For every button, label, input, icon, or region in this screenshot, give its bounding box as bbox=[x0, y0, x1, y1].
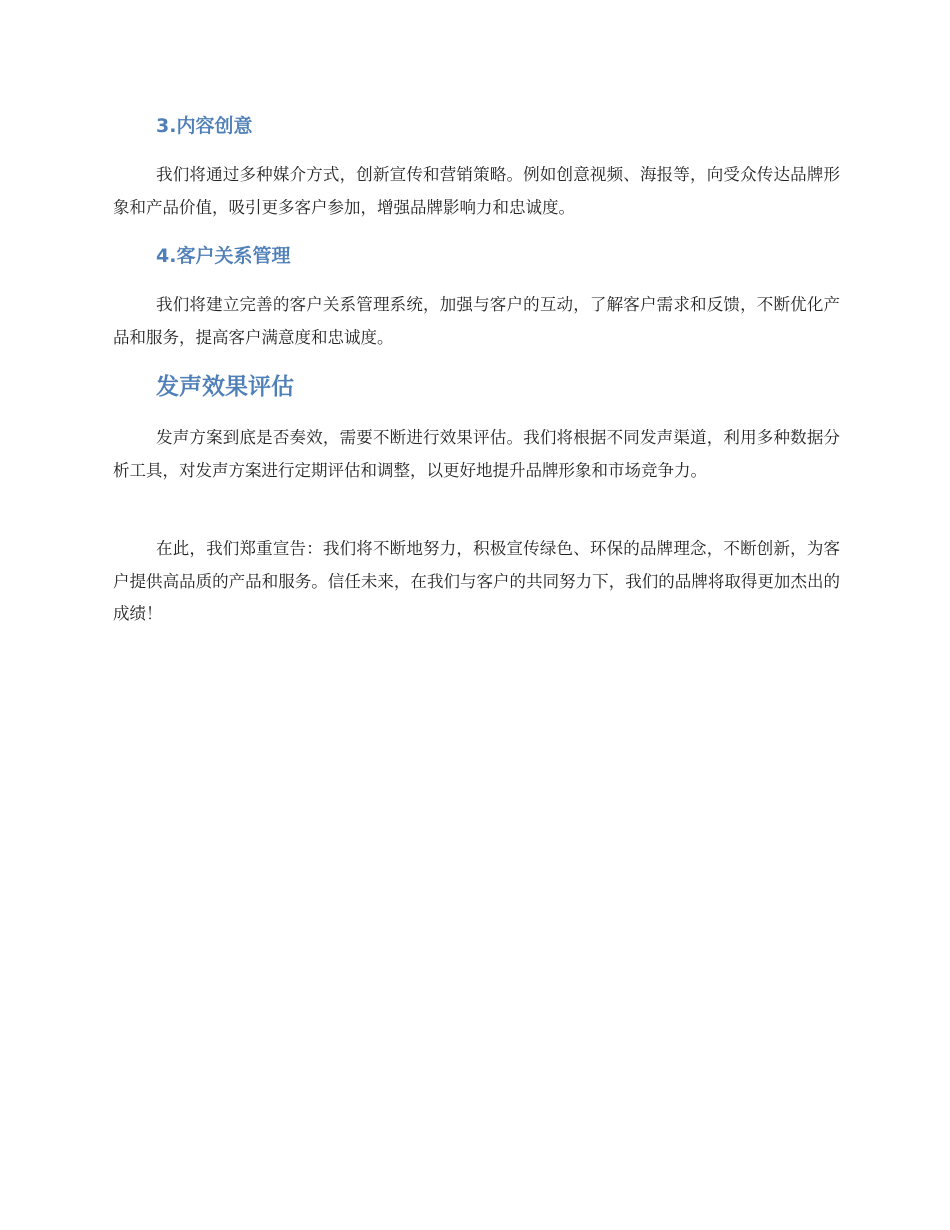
section-heading-content-creativity: 3.内容创意 bbox=[156, 115, 253, 137]
paragraph-evaluation-2: 在此，我们郑重宣告：我们将不断地努力，积极宣传绿色、环保的品牌理念，不断创新，为客户提供高品质的产品和服务。信任未来，在我们与客户的共同努力下，我们的品牌将取得更加杰出的成绩！ bbox=[113, 539, 840, 623]
paragraph-crm: 我们将建立完善的客户关系管理系统，加强与客户的互动，了解客户需求和反馈，不断优化产品和服务，提高客户满意度和忠诚度。 bbox=[113, 295, 840, 347]
section-heading-crm: 4.客户关系管理 bbox=[156, 245, 291, 267]
paragraph-evaluation-1: 发声方案到底是否奏效，需要不断进行效果评估。我们将根据不同发声渠道，利用多种数据分析工具，对发声方案进行定期评估和调整，以更好地提升品牌形象和市场竞争力。 bbox=[113, 428, 840, 480]
section-heading-evaluation: 发声效果评估 bbox=[156, 374, 294, 400]
paragraph-content-creativity: 我们将通过多种媒介方式，创新宣传和营销策略。例如创意视频、海报等，向受众传达品牌形象和产品价值，吸引更多客户参加，增强品牌影响力和忠诚度。 bbox=[113, 165, 840, 217]
